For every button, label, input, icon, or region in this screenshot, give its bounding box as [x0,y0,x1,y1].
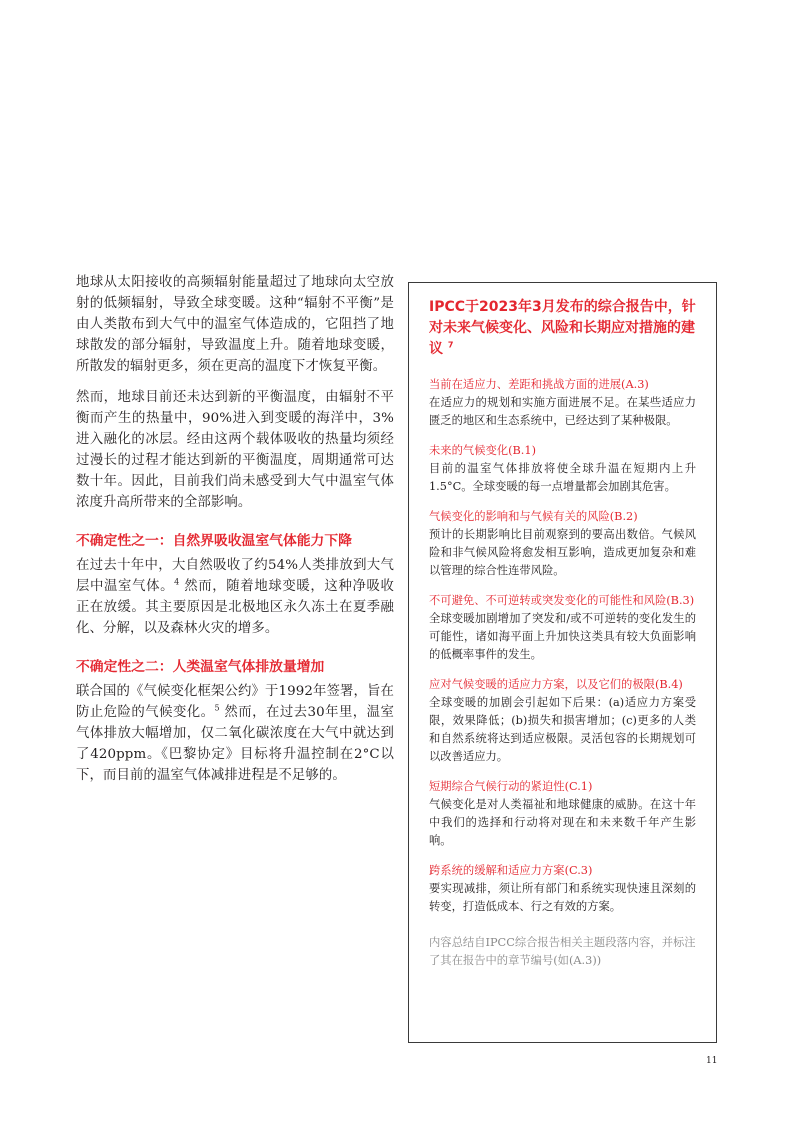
page-number: 11 [706,1056,718,1066]
box-title [429,297,696,360]
recommendation-title: 气候变化的影响和与气候有关的风险(B.2) [429,510,638,523]
paragraph-natural-absorption-part-1: 在过去十年中，大自然吸收了约54%人类排放到大气层中温室气体。 [76,558,394,594]
recommendation-item [429,676,696,766]
recommendation-item [429,592,696,664]
recommendation-list [429,376,696,916]
heading-uncertainty-1: 不确定性之一：自然界吸收温室气体能力下降 [76,533,352,549]
ipcc-summary-box [408,282,717,1043]
recommendation-title: 短期综合气候行动的紧迫性(C.1) [429,780,593,793]
paragraph-radiation-imbalance: 地球从太阳接收的高频辐射能量超过了地球向太空放射的低频辐射，导致全球变暖。这种“辐射不平衡”是由人类散布到大气中的温室气体造成的，它阻挡了地球散发的部分辐射，导致温度上升。随着地球变暖，所散发的辐射更多，须在更高的温度下才恢复平衡。 [76,275,394,374]
main-text-column [76,272,394,796]
recommendation-description: 在适应力的规划和实施方面进展不足。在某些适应力匮乏的地区和生态系统中，已经达到了某种极限。 [429,396,696,427]
paragraph-natural-absorption-part-2: 然而，随着地球变暖，这种净吸收正在放缓。其主要原因是北极地区永久冻土在夏季融化、分解，以及森林火灾的增多。 [76,579,394,636]
recommendation-item [429,442,696,496]
recommendation-item [429,778,696,850]
source-note: 内容总结自IPCC综合报告相关主题段落内容，并标注了其在报告中的章节编号(如(A.3)) [429,936,696,967]
recommendation-description: 要实现减排，须让所有部门和系统实现快速且深刻的转变，打造低成本、行之有效的方案。 [429,882,696,913]
recommendation-item [429,862,696,916]
footnote-ref-4[interactable]: 4 [174,577,180,587]
recommendation-description: 预计的长期影响比目前观察到的要高出数倍。气候风险和非气候风险将愈发相互影响，造成更加复杂和难以管理的综合性连带风险。 [429,528,696,577]
recommendation-description: 全球变暖的加剧会引起如下后果：(a)适应力方案受限，效果降低；(b)损失和损害增加；(c)更多的人类和自然系统将达到适应极限。灵活包容的长期规划可以改善适应力。 [429,696,696,763]
recommendation-description: 目前的温室气体排放将使全球升温在短期内上升1.5°C。全球变暖的每一点增量都会加剧其危害。 [429,462,696,493]
recommendation-title: 不可避免、不可逆转或突发变化的可能性和风险(B.3) [429,594,695,607]
paragraph-emissions-increase [76,681,394,786]
recommendation-description: 全球变暖加剧增加了突发和/或不可逆转的变化发生的可能性，诸如海平面上升加快这类具有较大负面影响的低概率事件的发生。 [429,612,696,661]
footnote-ref-5[interactable]: 5 [214,703,220,713]
paragraph-emissions-increase-part-2: 然而，在过去30年里，温室气体排放大幅增加，仅二氧化碳浓度在大气中就达到了420ppm。《巴黎协定》目标将升温控制在2°C以下，而目前的温室气体减排进程是不足够的。 [76,705,394,783]
recommendation-title: 应对气候变暖的适应力方案，以及它们的极限(B.4) [429,678,683,691]
footnote-ref-7[interactable]: 7 [447,340,454,350]
heading-uncertainty-2: 不确定性之二：人类温室气体排放量增加 [76,659,325,675]
recommendation-item [429,376,696,430]
paragraph-equilibrium-delay: 然而，地球目前还未达到新的平衡温度，由辐射不平衡而产生的热量中，90%进入到变暖的海洋中，3%进入融化的冰层。经由这两个载体吸收的热量均须经过漫长的过程才能达到新的平衡温度，周期通常可达数十年。因此，目前我们尚未感受到大气中温室气体浓度升高所带来的全部影响。 [76,390,394,510]
recommendation-title: 当前在适应力、差距和挑战方面的进展(A.3) [429,378,649,391]
paragraph-emissions-increase-part-1: 联合国的《气候变化框架公约》于1992年签署，旨在防止危险的气候变化。 [76,684,394,720]
recommendation-title: 跨系统的缓解和适应力方案(C.3) [429,864,593,877]
recommendation-description: 气候变化是对人类福祉和地球健康的威胁。在这十年中我们的选择和行动将对现在和未来数千年产生影响。 [429,798,696,847]
recommendation-item [429,508,696,580]
recommendation-title: 未来的气候变化(B.1) [429,444,536,457]
box-title-text: IPCC于2023年3月发布的综合报告中，针对未来气候变化、风险和长期应对措施的建议 [429,299,696,357]
paragraph-natural-absorption [76,555,394,639]
